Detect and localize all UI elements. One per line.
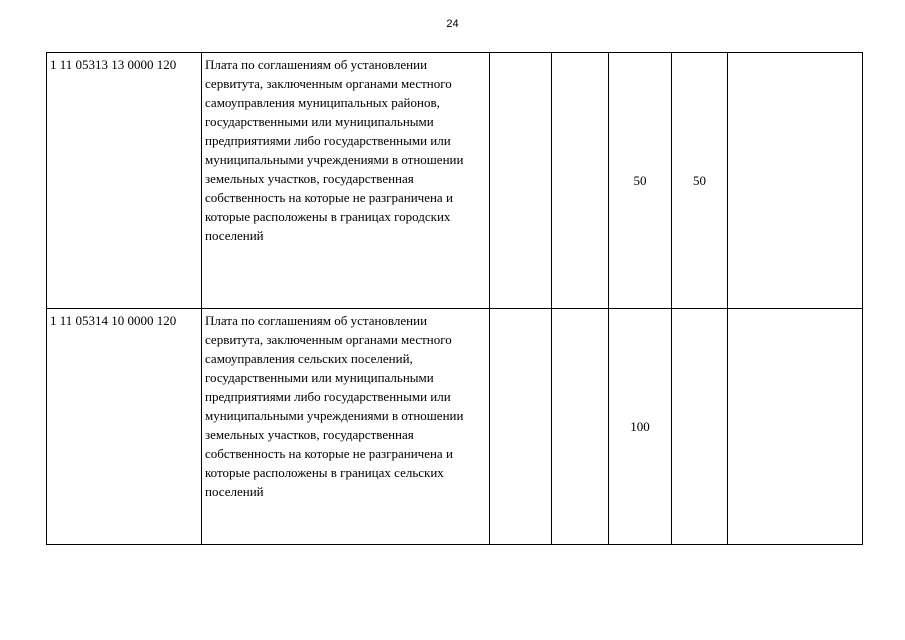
value-cell-col4 [552,53,609,309]
value-cell-col5: 100 [609,309,672,545]
table-row [47,309,863,545]
value-cell-col3 [490,309,552,545]
description-cell: Плата по соглашениям об установлении сервитута, заключенным органами местного самоуправления сельских поселений, государственными или муниципальными предприятиями либо государственными или муниципальными учреждениями в отношении земельных участков, государственная собственность на которые не разграничена и которые расположены в границах сельских поселений [202,309,490,545]
page-number: 24 [446,18,459,30]
value-cell-col6 [672,309,728,545]
value-cell-col3 [490,53,552,309]
value-cell-col7 [728,309,863,545]
budget-code-cell: 1 11 05313 13 0000 120 [47,53,202,309]
value-cell-col6: 50 [672,53,728,309]
value-cell-col4 [552,309,609,545]
revenue-table [46,52,863,545]
value-cell-col7 [728,53,863,309]
value-cell-col5: 50 [609,53,672,309]
budget-code-cell: 1 11 05314 10 0000 120 [47,309,202,545]
table-row [47,53,863,309]
description-cell: Плата по соглашениям об установлении сервитута, заключенным органами местного самоуправления муниципальных районов, государственными или муниципальными предприятиями либо государственными или муниципальными учреждениями в отношении земельных участков, государственная собственность на которые не разграничена и которые расположены в границах городских поселений [202,53,490,309]
